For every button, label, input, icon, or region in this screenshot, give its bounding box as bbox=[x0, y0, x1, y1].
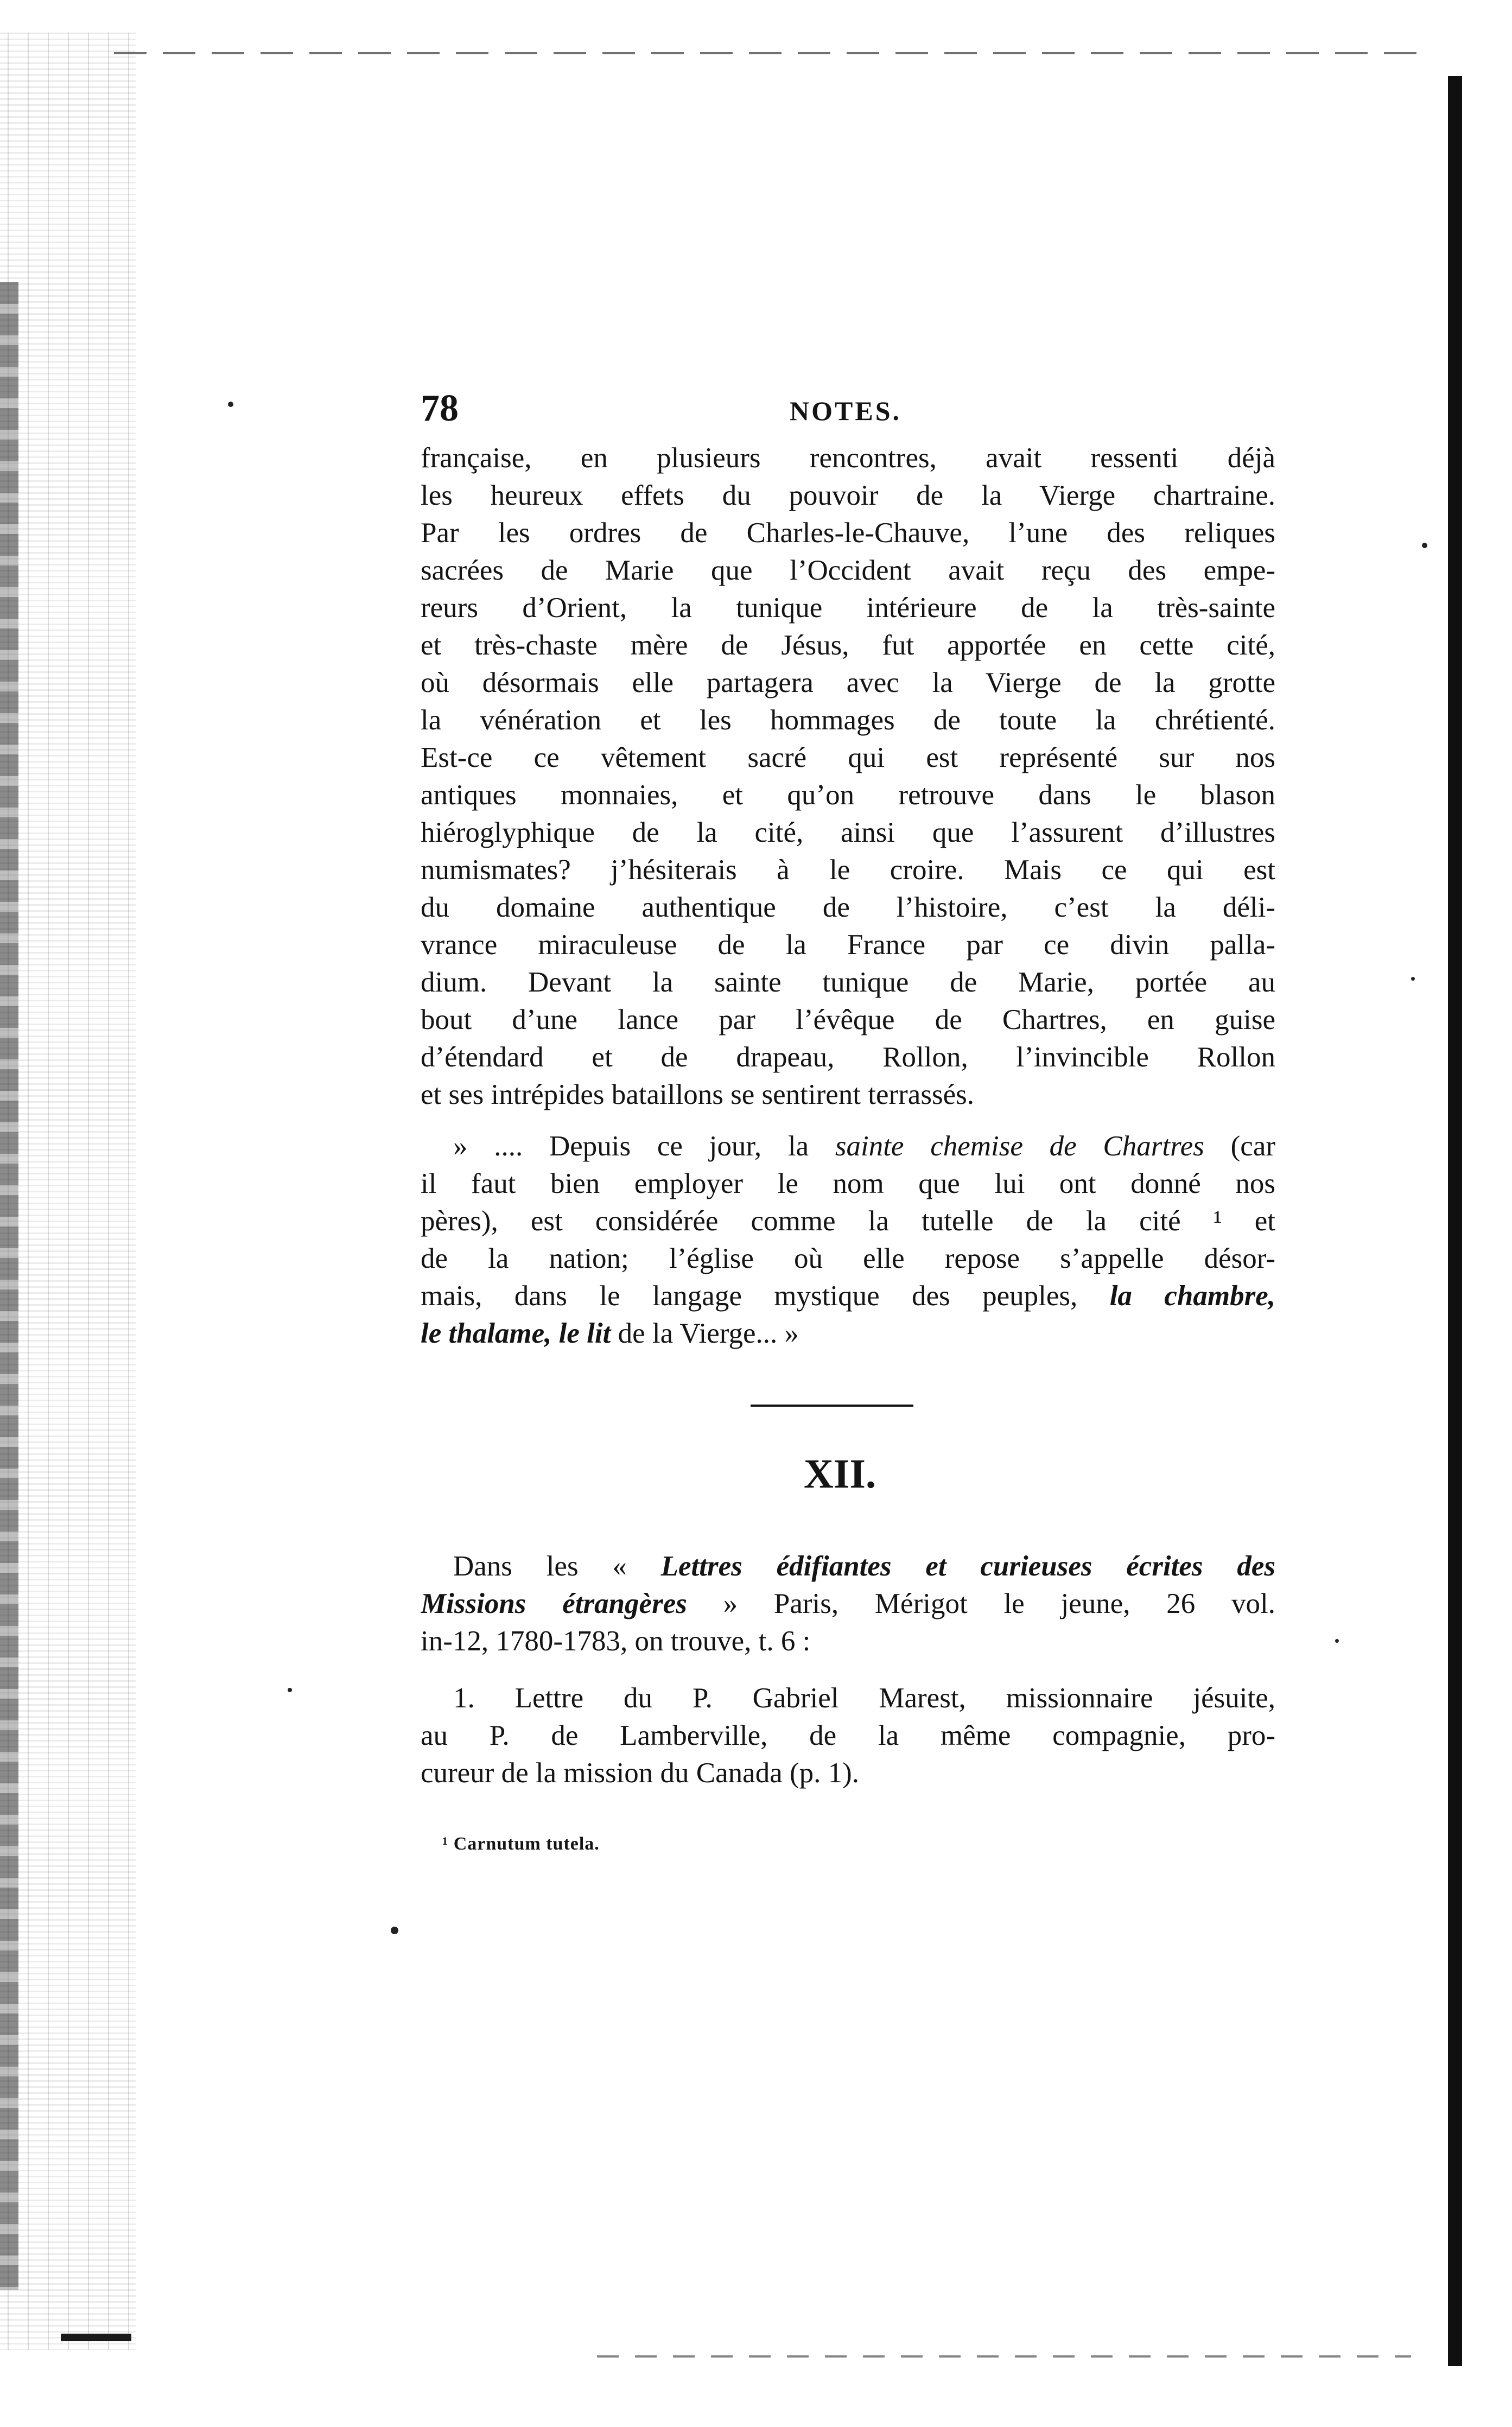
text-line: pères), est considérée comme la tutelle de la cité ¹ et bbox=[421, 1205, 1275, 1237]
text-line: vrance miraculeuse de la France par ce divin palla- bbox=[421, 929, 1275, 961]
text-line: in-12, 1780-1783, on trouve, t. 6 : bbox=[421, 1625, 811, 1657]
text-line bbox=[421, 1548, 1275, 1585]
bottom-edge-artifact bbox=[597, 2355, 1411, 2358]
page-edge-shadow bbox=[1448, 76, 1462, 2366]
text-line: d’étendard et de drapeau, Rollon, l’invincible Rollon bbox=[421, 1041, 1275, 1073]
italic-run: Missions étrangères bbox=[421, 1588, 687, 1619]
text-line: et ses intrépides bataillons se sentirent terrassés. bbox=[421, 1079, 974, 1110]
text-run: Dans les « bbox=[453, 1551, 661, 1582]
ink-speck bbox=[1422, 543, 1427, 548]
text-line: du domaine authentique de l’histoire, c’est la déli- bbox=[421, 892, 1275, 923]
running-title: NOTES. bbox=[790, 396, 902, 426]
text-line: numismates? j’hésiterais à le croire. Mais ce qui est bbox=[421, 854, 1275, 886]
ink-speck bbox=[1411, 977, 1415, 981]
text-line: cureur de la mission du Canada (p. 1). bbox=[421, 1757, 860, 1789]
italic-run: la chambre, bbox=[1109, 1280, 1275, 1312]
section-divider bbox=[751, 1405, 913, 1407]
text-line: 1. Lettre du P. Gabriel Marest, missionnaire jésuite, bbox=[453, 1682, 1275, 1714]
italic-run: sainte chemise de Chartres bbox=[835, 1130, 1204, 1162]
text-line: de la nation; l’église où elle repose s’appelle désor- bbox=[421, 1243, 1275, 1274]
text-line: Par les ordres de Charles-le-Chauve, l’une des reliques bbox=[421, 517, 1275, 549]
paragraph-quote bbox=[421, 1128, 1275, 1352]
binding-edge-artifact bbox=[0, 33, 136, 2350]
text-run: (car bbox=[1204, 1130, 1275, 1162]
text-line bbox=[421, 1128, 1275, 1165]
top-edge-artifact bbox=[114, 52, 1427, 54]
text-line: hiéroglyphique de la cité, ainsi que l’assurent d’illustres bbox=[421, 817, 1275, 848]
text-run: de la Vierge... » bbox=[611, 1318, 799, 1349]
running-head bbox=[421, 380, 1275, 440]
text-line: au P. de Lamberville, de la même compagnie, pro- bbox=[421, 1720, 1275, 1751]
text-line: bout d’une lance par l’évêque de Chartres, en guise bbox=[421, 1004, 1275, 1035]
text-line: où désormais elle partagera avec la Vierge de la grotte bbox=[421, 667, 1275, 698]
text-line bbox=[421, 1585, 1275, 1623]
bottom-left-mark bbox=[61, 2334, 131, 2341]
paragraph-tunic bbox=[421, 440, 1275, 1114]
section-heading: XII. bbox=[803, 1451, 876, 1497]
binding-edge-dark-artifact bbox=[0, 282, 18, 2290]
page-number: 78 bbox=[421, 387, 459, 429]
text-line: les heureux effets du pouvoir de la Vierge chartraine. bbox=[421, 480, 1275, 511]
text-block bbox=[421, 380, 1275, 1855]
paragraph-item-1 bbox=[421, 1680, 1275, 1792]
text-run: mais, dans le langage mystique des peuples, bbox=[421, 1280, 1110, 1312]
text-run: » .... Depuis ce jour, la bbox=[453, 1130, 835, 1162]
text-line bbox=[421, 1278, 1275, 1315]
text-line: dium. Devant la sainte tunique de Marie, portée au bbox=[421, 967, 1275, 998]
text-line: la vénération et les hommages de toute la chrétienté. bbox=[421, 704, 1275, 736]
italic-run: le thalame, le lit bbox=[421, 1318, 611, 1349]
text-line: reurs d’Orient, la tunique intérieure de la très-sainte bbox=[421, 592, 1275, 624]
text-line: et très-chaste mère de Jésus, fut apportée en cette cité, bbox=[421, 630, 1275, 661]
text-line: sacrées de Marie que l’Occident avait reçu des empe- bbox=[421, 555, 1275, 586]
paragraph-lettres-intro bbox=[421, 1548, 1275, 1660]
footnote: ¹ Carnutum tutela. bbox=[442, 1834, 600, 1854]
italic-run: Lettres édifiantes et curieuses écrites des bbox=[660, 1551, 1275, 1582]
ink-speck bbox=[391, 1927, 398, 1934]
text-line: antiques monnaies, et qu’on retrouve dans le blason bbox=[421, 779, 1275, 811]
text-line: Est-ce ce vêtement sacré qui est représenté sur nos bbox=[421, 742, 1275, 773]
ink-speck bbox=[1335, 1639, 1339, 1643]
ink-speck bbox=[228, 402, 233, 407]
text-line: française, en plusieurs rencontres, avait ressenti déjà bbox=[421, 442, 1275, 474]
text-line bbox=[421, 1315, 1275, 1352]
text-line: il faut bien employer le nom que lui ont donné nos bbox=[421, 1168, 1275, 1199]
text-run: » Paris, Mérigot le jeune, 26 vol. bbox=[687, 1588, 1275, 1619]
ink-speck bbox=[288, 1688, 292, 1692]
